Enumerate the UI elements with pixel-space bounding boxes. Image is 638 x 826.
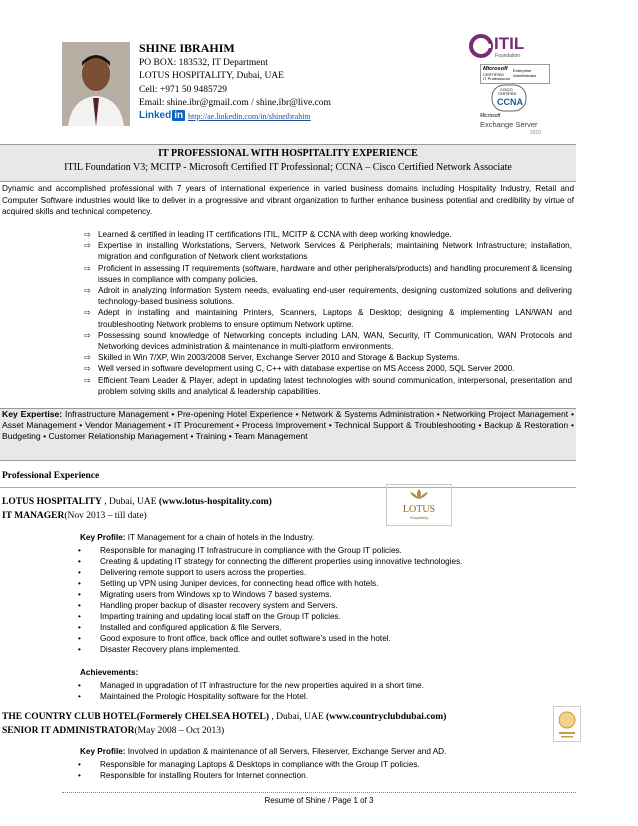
list-item: ⇨ Well versed in software development using C, C++ with database expertise on MS Access 2000, SQL Server 2000.	[84, 364, 515, 374]
list-item: • Creating & updating IT strategy for connecting the different properties using innovative technologies.	[78, 556, 573, 567]
list-item: ⇨ Skilled in Win 7/XP, Win 2003/2008 Server, Exchange Server 2010 and Storage & Backup Systems.	[84, 353, 460, 363]
job1-achievements	[78, 680, 573, 702]
list-item: • Migrating users from Windows xp to Windows 7 based systems.	[78, 589, 573, 600]
linkedin-link[interactable]: http://ae.linkedin.com/in/shineibrahim	[188, 112, 311, 121]
profile-photo	[62, 42, 130, 126]
list-item: ⇨ Learned & certified in leading IT certifications ITIL, MCITP & CCNA with deep working knowledge.	[84, 230, 452, 239]
list-item: • Delivering remote support to users across the properties.	[78, 567, 573, 578]
list-item: ⇨ Efficient Team Leader & Player, adept in updating latest technologies with sound communication, interpersonal, presentation and problem solving skills and analytical & leadership capabilities.	[84, 375, 572, 396]
email-line: Email: shine.ibr@gmail.com / shine.ibr@live.com	[139, 98, 331, 108]
arrow-icon: ⇨	[84, 241, 91, 251]
certifications-line: ITIL Foundation V3; MCITP - Microsoft Certified IT Professional; CCNA – Cisco Certified Network Associate	[64, 162, 512, 173]
job1-key-profile: Key Profile: IT Management for a chain of hotels in the Industry.	[80, 533, 315, 542]
arrow-icon: ⇨	[84, 230, 91, 239]
ccna-logo: CISCO CERTIFIED CCNA	[489, 84, 529, 112]
highlights-list	[0, 229, 572, 397]
list-item: ⇨ Adroit in analyzing Information System needs, evaluating end-user requirements, designing customized solutions and delivering technology-based business solutions.	[84, 286, 572, 307]
title-band	[0, 144, 576, 182]
divider	[0, 487, 576, 488]
arrow-icon: ⇨	[84, 364, 91, 374]
achievements-heading: Achievements:	[80, 668, 139, 677]
headline: IT PROFESSIONAL WITH HOSPITALITY EXPERIENCE	[158, 148, 418, 159]
address-line: PO BOX: 183532, IT Department	[139, 58, 268, 68]
exchange-logo: Microsoft Exchange Server 2010	[480, 113, 542, 136]
list-item: ⇨ Adept in installing and maintaining Printers, Scanners, Laptops & Desktop; designing & implementing LAN/WAN and troubleshooting Network problems to ensure optimum Network uptime.	[84, 308, 572, 329]
arrow-icon: ⇨	[84, 263, 91, 273]
candidate-name: SHINE IBRAHIM	[139, 41, 235, 55]
itil-logo: ITIL Foundation	[468, 32, 548, 62]
lotus-logo: LOTUS Hospitality	[386, 484, 452, 526]
list-item: • Imparting training and updating local staff on the Group IT policies.	[78, 611, 573, 622]
list-item: • Installed and configured application & file Servers.	[78, 622, 573, 633]
list-item: • Responsible for managing Laptops & Desktops in compliance with the Group IT policies.	[78, 759, 573, 770]
arrow-icon: ⇨	[84, 330, 91, 340]
list-item: ⇨ Possessing sound knowledge of Networking concepts including LAN, WAN, Security, IT Communication, WAN Protocols and Networking devices administration & maintenance in multi-platform environments.	[84, 330, 572, 352]
page-footer: Resume of Shine / Page 1 of 3	[62, 792, 576, 805]
list-item: • Setting up VPN using Juniper devices, for connecting head office with hotels.	[78, 578, 573, 589]
summary-paragraph: Dynamic and accomplished professional with 7 years of international experience in varied business domains including Hospitality Industry, Retail and Computer Software industries would like to deliver in a progressive and vibrant organization to further enhance business potential and credibility by virtue of acquired skills and technical competency.	[2, 184, 574, 216]
list-item: • Good exposure to front office, back office and outlet software’s used in the hotel.	[78, 633, 573, 644]
arrow-icon: ⇨	[84, 353, 91, 363]
job1-company-line: LOTUS HOSPITALITY , Dubai, UAE (www.lotus-hospitality.com)	[2, 497, 272, 507]
arrow-icon: ⇨	[84, 375, 91, 385]
arrow-icon: ⇨	[84, 308, 91, 318]
company-line: LOTUS HOSPITALITY, Dubai, UAE	[139, 71, 284, 81]
job2-duties	[78, 759, 573, 781]
key-expertise-text: Infrastructure Management • Pre-opening Hotel Experience • Network & Systems Administration • Networking Project Management • Asset Management • Vendor Management • IT Procurement • Process Improvement • Technical Support & Troubleshooting • Backup & Restoration • Budgeting • Customer Relationship Management • Training • Team Management	[2, 409, 574, 442]
arrow-icon: ⇨	[84, 286, 91, 296]
list-item: • Managed in upgradation of IT infrastructure for the new properties aquired in a short time.	[78, 680, 573, 691]
list-item: • Handling proper backup of disaster recovery system and Servers.	[78, 600, 573, 611]
job2-key-profile: Key Profile: Involved in updation & maintenance of all Servers, Fileserver, Exchange Server and AD.	[80, 747, 447, 756]
job2-role-line: SENIOR IT ADMINISTRATOR(May 2008 – Oct 2013)	[2, 726, 225, 736]
section-heading: Professional Experience	[2, 471, 100, 481]
list-item: ⇨ Expertise in installing Workstations, Servers, Network Services & Peripherals; maintaining Network Infrastructure; installation, migration and configuration of Network client workstations	[84, 241, 572, 262]
job1-duties	[78, 545, 573, 655]
linkedin-icon[interactable]: Linked in	[139, 110, 184, 121]
job1-role-line: IT MANAGER(Nov 2013 – till date)	[2, 511, 147, 521]
list-item: ⇨ Proficient in assessing IT requirements (software, hardware and other peripherals/products) and handling procurement & licensing issues in compliance with company policies.	[84, 263, 572, 284]
list-item: • Disaster Recovery plans implemented.	[78, 644, 573, 655]
mcitp-logo: Microsoft CERTIFIED IT Professional Enterprise Administrator	[480, 64, 550, 84]
country-club-logo	[553, 706, 581, 742]
list-item: • Maintained the Prologic Hospitality software for the Hotel.	[78, 691, 573, 702]
key-expertise-band: Key Expertise: Infrastructure Management • Pre-opening Hotel Experience • Network & Systems Administration • Networking Project Management • Asset Management • Vendor Management • IT Procurement • Process Improvement • Technical Support & Troubleshooting • Backup & Restoration • Budgeting • Customer Relationship Management • Training • Team Management	[0, 408, 576, 461]
list-item: • Responsible for installing Routers for Internet connection.	[78, 770, 573, 781]
job2-company-line: THE COUNTRY CLUB HOTEL(Formerely CHELSEA HOTEL) , Dubai, UAE (www.countryclubdubai.com)	[2, 712, 447, 722]
phone-line: Cell: +971 50 9485729	[139, 85, 227, 95]
list-item: • Responsible for managing IT Infrastrucure in compliance with the Group IT policies.	[78, 545, 573, 556]
